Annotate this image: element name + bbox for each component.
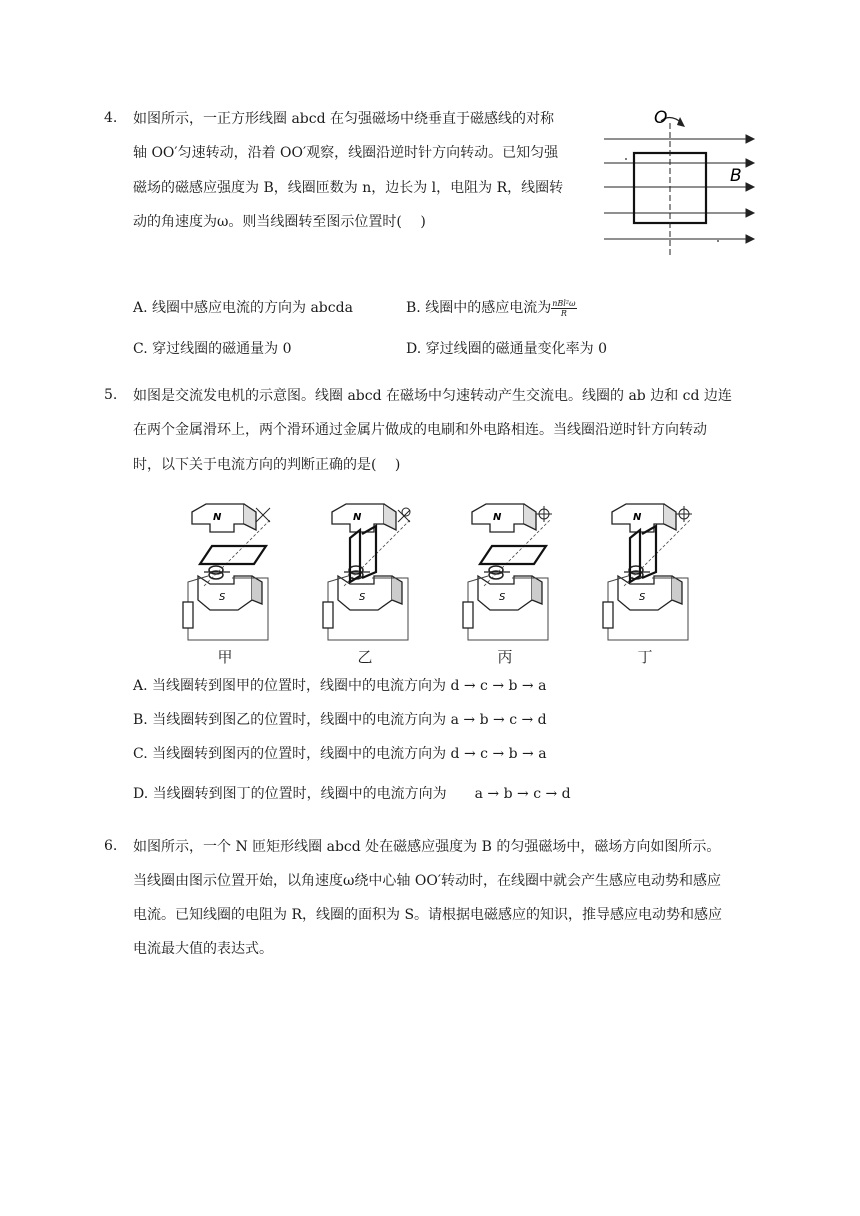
pole-s-3: S (499, 592, 506, 603)
q4-line-4: 动的角速度为ω。则当线圈转至图示位置时( ) (133, 214, 426, 230)
q5-line-1: 如图是交流发电机的示意图。线圈 abcd 在磁场中匀速转动产生交流电。线圈的 ab 边和 cd 边连 (133, 388, 732, 404)
q6-line-2: 当线圈由图示位置开始，以角速度ω绕中心轴 OO′转动时，在线圈中就会产生感应电动势和感应 (133, 873, 721, 889)
q4-option-a[interactable]: A. 线圈中感应电流的方向为 abcda (133, 300, 353, 316)
caption-bing: 丙 (497, 648, 513, 666)
q6-line-3: 电流。已知线圈的电阻为 R，线圈的面积为 S。请根据电磁感应的知识，推导感应电动势和感应 (133, 907, 723, 923)
caption-ding: 丁 (637, 648, 653, 666)
pole-n-3: N (493, 512, 502, 523)
q4-option-b[interactable] (406, 298, 577, 318)
q5-line-2: 在两个金属滑环上，两个滑环通过金属片做成的电刷和外电路相连。当线圈沿逆时针方向转动 (133, 422, 707, 438)
q4-figure (598, 103, 758, 263)
pole-n-4: N (633, 512, 642, 523)
q4-option-b-fraction (551, 299, 576, 318)
q4-option-d[interactable]: D. 穿过线圈的磁通量变化率为 0 (406, 341, 607, 357)
q4-axis-label: O (654, 108, 668, 128)
q4-line-3: 磁场的磁感应强度为 B，线圈匝数为 n，边长为 l，电阻为 R，线圈转 (133, 180, 564, 196)
pole-s-1: S (219, 592, 226, 603)
q6-line-4: 电流最大值的表达式。 (133, 941, 273, 957)
q5-option-b[interactable]: B. 当线圈转到图乙的位置时，线圈中的电流方向为 a → b → c → d (133, 712, 547, 728)
q4-option-b-text: B. 线圈中的感应电流为 (406, 300, 552, 316)
pole-s-2: S (359, 592, 366, 603)
caption-yi: 乙 (357, 648, 373, 666)
pole-s-4: S (639, 592, 646, 603)
q4-line-2: 轴 OO′匀速转动，沿着 OO′观察，线圈沿逆时针方向转动。已知匀强 (133, 145, 559, 161)
q4-option-b-denominator: R (560, 308, 567, 318)
q5-option-c[interactable]: C. 当线圈转到图丙的位置时，线圈中的电流方向为 d → c → b → a (133, 746, 547, 762)
q6-line-1: 如图所示，一个 N 匝矩形线圈 abcd 处在磁感应强度为 B 的匀强磁场中，磁场方向如图所示。 (133, 839, 721, 855)
q4-line-1: 如图所示，一正方形线圈 abcd 在匀强磁场中绕垂直于磁感线的对称 (133, 111, 555, 127)
q5-option-a[interactable]: A. 当线圈转到图甲的位置时，线圈中的电流方向为 d → c → b → a (133, 678, 547, 694)
q4-option-b-numerator: nBl²ω (552, 298, 576, 308)
pole-n-1: N (213, 512, 222, 523)
q6-number: 6. (104, 838, 118, 854)
q4-number: 4. (104, 110, 118, 126)
q5-line-3: 时，以下关于电流方向的判断正确的是( ) (133, 457, 401, 473)
caption-jia: 甲 (217, 648, 233, 666)
q4-option-c[interactable]: C. 穿过线圈的磁通量为 0 (133, 341, 292, 357)
q5-option-d[interactable]: D. 当线圈转到图丁的位置时，线圈中的电流方向为 a → b → c → d (133, 786, 571, 802)
q5-number: 5. (104, 387, 118, 403)
q5-generator-figure (170, 490, 730, 670)
pole-n-2: N (353, 512, 362, 523)
q4-field-label: B (730, 166, 742, 186)
